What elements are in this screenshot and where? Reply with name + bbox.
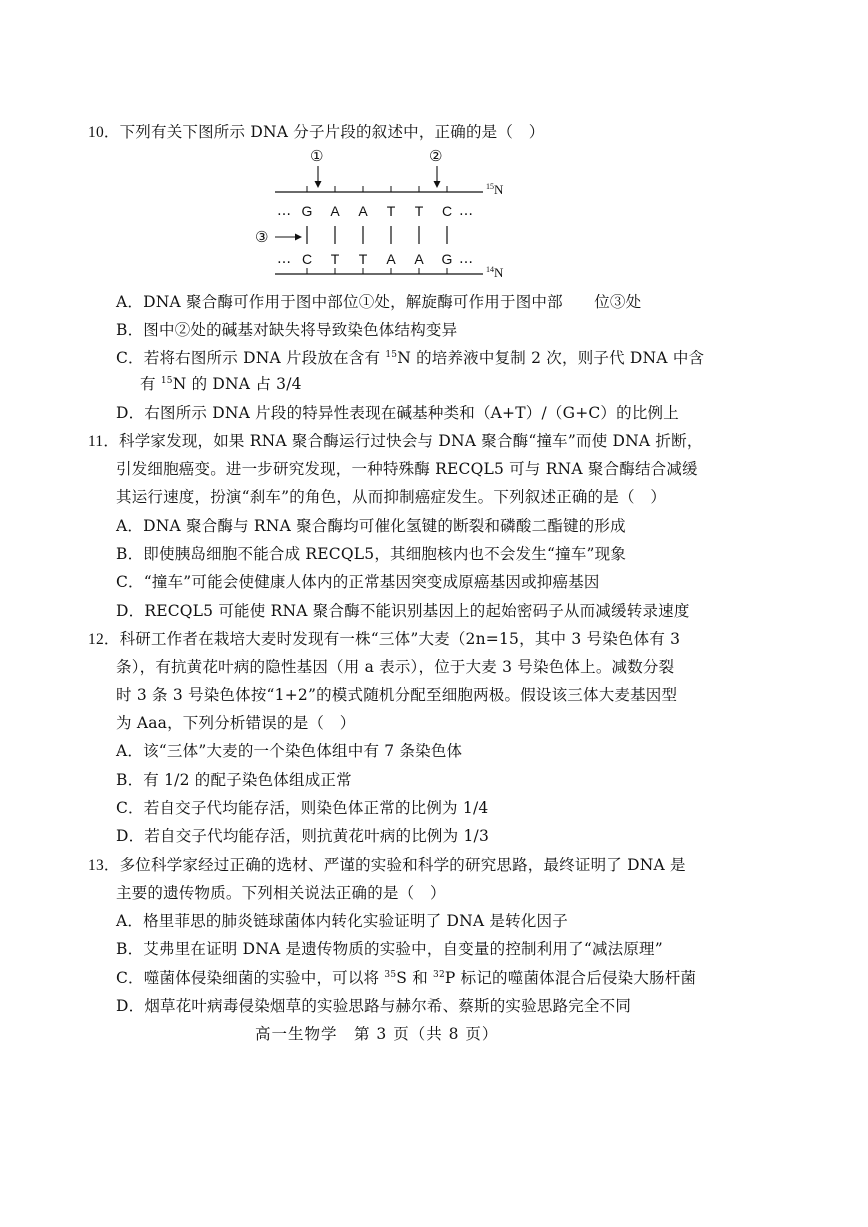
q10-option-c-text: C．若将右图所示 DNA 片段放在含有 [116,349,386,367]
q11-option-c: C．“撞车”可能会使健康人体内的正常基因突变成原癌基因或抑癌基因 [116,573,600,591]
top-strand-isotope-mass: 15 [486,182,494,191]
q10-option-c-cont-text: 有 [140,375,161,393]
bottom-left-ellipsis: … [277,251,291,267]
arrow-2-head [434,181,441,188]
q13-option-c-text: C．噬菌体侵染细菌的实验中，可以将 [116,969,385,987]
q12-stem-line-1 [88,629,680,650]
marker-3: ③ [255,228,269,246]
bottom-strand-isotope [486,266,503,280]
arrow-3-head [295,234,302,241]
q10-option-b-text: B．图中②处的碱基对缺失将导致染色体结构变异 [116,321,458,339]
q10-option-d [116,403,679,423]
q13-option-c-text-3: P 标记的噬菌体混合后侵染大肠杆菌 [444,969,697,987]
bottom-base: T [330,251,340,267]
q13-option-c-text-2: S 和 [396,969,434,987]
q10-option-b [116,320,457,340]
q12-stem-text-1: 科研工作者在栽培大麦时发现有一株“三体”大麦（2n=15，其中 3 号染色体有 3 [119,630,681,648]
q10-option-d-text: D．右图所示 DNA 片段的特异性表现在碱基种类和（A+T）/（G+C）的比例上 [116,404,679,422]
q10-option-c-sup: 15 [385,350,398,360]
top-strand-isotope [486,183,503,197]
q10-option-a [116,292,641,312]
q11-option-d: D．RECQL5 可能使 RNA 聚合酶不能识别基因上的起始密码子从而减缓转录速度 [116,602,690,620]
q12-option-c: C．若自交子代均能存活，则染色体正常的比例为 1/4 [116,799,489,817]
q11-stem-line-2: 引发细胞癌变。进一步研究发现，一种特殊酶 RECQL5 可与 RNA 聚合酶结合减缓 [116,460,698,478]
arrow-1-head [315,181,322,188]
q13-option-b [116,939,663,959]
bottom-base: T [358,251,368,267]
q13-option-c [116,968,696,988]
q13-stem-line-2: 主要的遗传物质。下列相关说法正确的是（ ） [116,884,446,902]
q12-stem-line-3: 时 3 条 3 号染色体按“1+2”的模式随机分配至细胞两极。假设该三体大麦基因型 [116,686,678,704]
q10-option-c-cont-sup: 15 [160,376,173,386]
top-base: G [301,203,313,219]
top-base: T [414,203,424,219]
bottom-strand-isotope-mass: 14 [486,265,494,274]
q13-option-a [116,911,568,931]
q12-stem-line-2: 条），有抗黄花叶病的隐性基因（用 a 表示），位于大麦 3 号染色体上。减数分裂 [116,658,675,676]
q11-option-b: B．即使胰岛细胞不能合成 RECQL5，其细胞核内也不会发生“撞车”现象 [116,545,627,563]
q12-option-d: D．若自交子代均能存活，则抗黄花叶病的比例为 1/3 [116,827,490,845]
q13-number: 13． [88,857,120,874]
bottom-base: C [301,251,313,267]
q11-option-a: A．DNA 聚合酶与 RNA 聚合酶均可催化氢键的断裂和磷酸二酯键的形成 [116,517,626,535]
q10-number: 10． [88,124,120,141]
q13-option-b-text: B．艾弗里在证明 DNA 是遗传物质的实验中，自变量的控制利用了“减法原理” [116,940,663,958]
top-strand-isotope-element: N [494,182,504,197]
q10-option-a-text: A．DNA 聚合酶可作用于图中部位①处，解旋酶可作用于图中部 位③处 [116,293,642,311]
top-base: A [330,203,340,219]
q11-stem-text-1: 科学家发现，如果 RNA 聚合酶运行过快会与 DNA 聚合酶“撞车”而使 DNA 折断， [119,432,703,450]
top-base: C [441,203,453,219]
q10-option-c-cont-text-2: N 的 DNA 占 3/4 [172,375,302,393]
q13-stem-text-1: 多位科学家经过正确的选材、严谨的实验和科学的研究思路，最终证明了 DNA 是 [119,856,686,874]
top-left-ellipsis: … [277,203,291,219]
q13-stem-line-1 [88,855,686,876]
bottom-strand-isotope-element: N [494,265,504,280]
q13-option-d-text: D．烟草花叶病毒侵染烟草的实验思路与赫尔希、蔡斯的实验思路完全不同 [116,997,632,1015]
q13-option-a-text: A．格里菲思的肺炎链球菌体内转化实验证明了 DNA 是转化因子 [116,912,568,930]
q12-option-b: B．有 1/2 的配子染色体组成正常 [116,771,352,789]
bottom-base: G [441,251,453,267]
q13-option-d [116,996,631,1016]
dna-fragment-diagram [255,142,515,287]
q10-option-c-text-2: N 的培养液中复制 2 次，则子代 DNA 中含 [397,349,705,367]
q10-option-c-cont [140,374,302,394]
marker-2: ② [429,147,443,165]
q12-option-a: A．该“三体”大麦的一个染色体组中有 7 条染色体 [116,742,463,760]
top-base: T [386,203,396,219]
q13-option-c-sup-1: 35 [384,970,397,980]
bottom-right-ellipsis: … [459,251,473,267]
bottom-base: A [414,251,424,267]
q10-option-c [116,348,704,368]
marker-1: ① [310,147,324,165]
q12-stem-line-4: 为 Aaa，下列分析错误的是（ ） [116,714,356,732]
top-base: A [358,203,368,219]
top-right-ellipsis: … [459,203,473,219]
q13-option-c-sup-2: 32 [433,970,445,980]
q12-number: 12． [88,631,120,648]
bottom-base: A [386,251,396,267]
q11-stem-line-1 [88,431,703,452]
page-footer: 高一生物学 第 3 页（共 8 页） [255,1025,499,1043]
q10-stem-text: 下列有关下图所示 DNA 分子片段的叙述中，正确的是（ ） [119,123,545,141]
q11-stem-line-3: 其运行速度，扮演“刹车”的角色，从而抑制癌症发生。下列叙述正确的是（ ） [116,488,667,506]
q10-stem [88,122,544,143]
q11-number: 11． [88,433,120,450]
